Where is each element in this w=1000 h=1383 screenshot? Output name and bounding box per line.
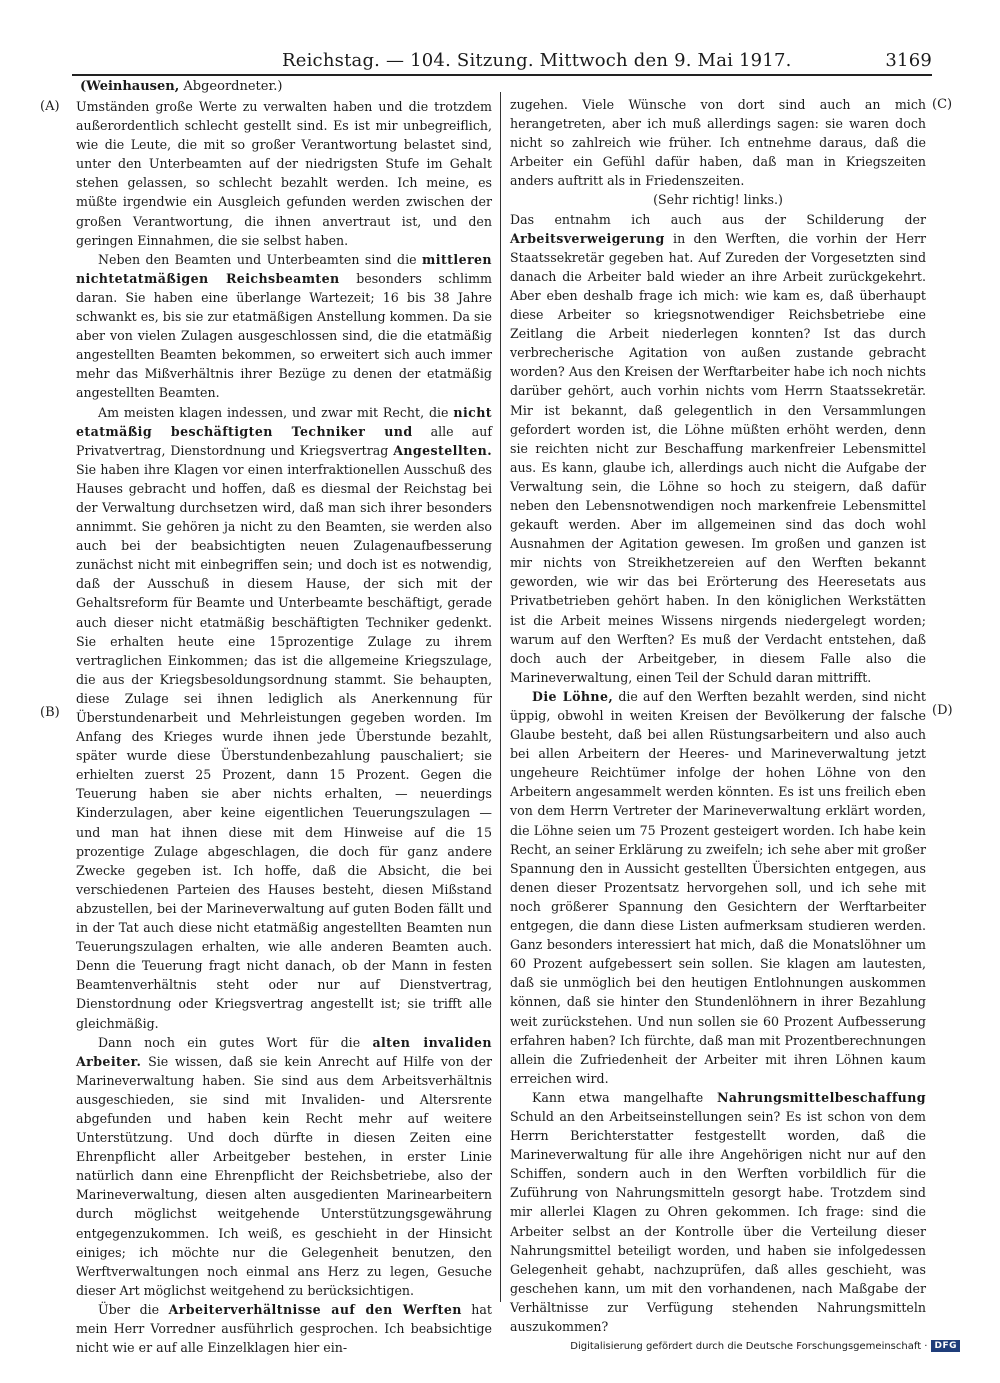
paragraph: Dann noch ein gutes Wort für die alten invaliden Arbeiter. Sie wissen, daß sie kein Anrecht auf Hilfe von der Marineverwaltung haben. Sie sind aus dem Arbeitsverhältnis ausgeschieden, sie sind mit Invaliden- und Altersrente abgefunden und haben kein Recht mehr auf weitere Unterstützung. Und doch dürfte in diesen Zeiten eine Ehrenpflicht aller Arbeitgeber bestehen, in erster Linie natürlich dann eine Ehrenpflicht der Reichsbetriebe, also der Marineverwaltung, diesen alten ausgedienten Marinearbeitern durch möglichst weitgehende Unterstützungsgewährung entgegenzukommen. Ich weiß, es geschieht in der Hinsicht einiges; ich möchte nur die Gelegenheit benutzen, den Werftverwaltungen noch einmal ans Herz zu legen, Gesuche dieser Art möglichst weitgehend zu berücksichtigen. xyxy=(76,1034,492,1298)
highlight-term: Arbeitsverweigerung xyxy=(510,230,665,246)
margin-mark-d: (D) xyxy=(932,703,953,718)
interjection: (Sehr richtig! links.) xyxy=(653,192,783,208)
highlight-term: Angestellten. xyxy=(393,442,492,458)
highlight-term: nicht etatmäßig beschäftigten Techniker und xyxy=(76,404,492,439)
paragraph: Neben den Beamten und Unterbeamten sind die mittleren nichtetatmäßigen Reichsbeamten besonders schlimm daran. Sie haben eine überlange Wartezeit; 16 bis 38 Jahre schwankt es, bis sie zur etatmäßigen Anstellung kommen. Da sie aber von vielen Zulagen ausgeschlossen sind, die die etatmäßig angestellten Beamten bekommen, so erweitert sich auch immer mehr das Mißverhältnis ihrer Bezüge zu denen der etatmäßig angestellten Beamten. xyxy=(76,251,492,401)
paragraph: Über die Arbeiterverhältnisse auf den Werften hat mein Herr Vorredner ausführlich gesprochen. Ich beabsichtige nicht wie er auf alle Einzelklagen hier ein- xyxy=(76,1301,492,1356)
highlight-term: Die Löhne, xyxy=(532,688,614,704)
speaker-role: Abgeordneter.) xyxy=(183,79,283,94)
paragraph: Kann etwa mangelhafte Nahrungsmittelbeschaffung Schuld an den Arbeitseinstellungen sein? Es ist schon von dem Herrn Berichterstatter festgestellt worden, daß die Marineverwaltung für alle ihre Angehörigen nicht nur auf den Schiffen, sondern auch in den Werften vorbildlich für die Zuführung von Nahrungsmitteln gesorgt habe. Trotzdem sind mir allerlei Klagen zu Ohren gekommen. Ich frage: sind die Arbeiter selbst an der Kontrolle über die Verteilung dieser Nahrungsmittel beteiligt worden, und haben sie infolgedessen Gelegenheit gehabt, nachzuprüfen, daß alles geschieht, was geschehen kann, um mit den vorhandenen, nach Maßgabe der Verhältnisse zur Verfügung stehenden Nahrungsmitteln auszukommen? xyxy=(510,1089,926,1334)
paragraph: Umständen große Werte zu verwalten haben und die trotzdem außerordentlich schlecht gestellt sind. Es ist mir unbegreiflich, wie die Leute, die mit so großer Verantwortung belastet sind, unter den Unterbeamten auf der niedrigsten Stufe im Gehalt stehen gelassen, so schlecht bezahlt werden. Ich meine, es müßte irgendwie ein Ausgleich gefunden werden zwischen der großen Verantwortung, die ihnen anvertraut ist, und den geringen Einnahmen, die sie selbst haben. xyxy=(76,99,492,248)
page-number: 3169 xyxy=(885,50,932,71)
left-column xyxy=(76,97,492,1356)
highlight-term: mittleren nichtetatmäßigen Reichsbeamten xyxy=(76,251,492,286)
paragraph: zugehen. Viele Wünsche von dort sind auch an mich herangetreten, aber ich muß allerdings sagen: sie waren doch nicht so zahlreich wie früher. Ich entnehme daraus, daß die Arbeiter ein Gefühl dafür haben, daß man in Kriegszeiten anders auftritt als in Friedenszeiten. xyxy=(510,97,926,189)
paragraph: Am meisten klagen indessen, und zwar mit Recht, die nicht etatmäßig beschäftigten Techniker und alle auf Privatvertrag, Dienstordnung und Kriegsvertrag Angestellten. Sie haben ihre Klagen vor einen interfraktionellen Ausschuß des Hauses gebracht und hoffen, daß es diesmal der Reichstag bei der Verwaltung durchsetzen wird, daß man sich ihrer besonders annimmt. Sie gehören ja nicht zu den Beamten, sie werden also auch bei der beabsichtigten neuen Zulagenaufbesserung zunächst nicht mit einbegriffen sein; und doch ist es notwendig, daß der Ausschuß in diesem Hause, der sich mit der Gehaltsreform für Beamte und Unterbeamte beschäftigt, gerade auch dieser nicht etatmäßig beschäftigten Techniker gedenkt. Sie erhalten heute eine 15prozentige Zulage zu ihrem vertraglichen Einkommen; das ist die allgemeine Kriegszulage, die aus der Kriegsbesoldungsordnung stammt. Sie behaupten, diese Zulage sei ihnen lediglich als Anerkennung für Überstundenarbeit und Mehrleistungen gegeben worden. Im Anfang des Krieges wurde ihnen jede Überstunde bezahlt, später wurde diese Überstundenbezahlung pauschaliert; sie erhielten zuerst 25 Prozent, dann 15 Prozent. Gegen die Teuerung haben sie aber nichts erhalten, — neuerdings Kinderzulagen, aber keine eigentlichen Teuerungszulagen — und man hat ihnen diese mit dem Hinweise auf die 15 prozentige Zulage abgeschlagen, die doch für ganz andere Zwecke gegeben ist. Ich hoffe, daß die Absicht, die bei verschiedenen Parteien des Hauses besteht, diesen Mißstand abzustellen, bei der Marineverwaltung auf guten Boden fällt und in der Tat auch diese nicht etatmäßig angestellten Beamten nun Teuerungszulagen erhalten, wie alle anderen Beamten auch. Denn die Teuerung fragt nicht danach, ob der Mann in festen Beamtenverhältnis steht oder nur auf Dienstvertrag, Dienstordnung oder Kriegsvertrag angestellt ist; sie trifft alle gleichmäßig. xyxy=(76,404,492,1031)
margin-mark-c: (C) xyxy=(932,97,953,112)
highlight-term: Arbeiterverhältnisse auf den Werften xyxy=(168,1301,462,1317)
dfg-logo-icon: DFG xyxy=(931,1340,960,1352)
highlight-term: alten invaliden Arbeiter. xyxy=(76,1034,492,1069)
paragraph: Die Löhne, die auf den Werften bezahlt werden, sind nicht üppig, obwohl in weiten Kreisen der Bevölkerung der falsche Glaube besteht, daß bei allen Rüstungsarbeitern und also auch bei allen Arbeitern der Heeres- und Marineverwaltung jetzt ungeheure Reichtümer infolge der hohen Löhne von den Arbeitern angesammelt werden könnten. Es ist uns freilich eben von dem Herrn Vertreter der Marineverwaltung erklärt worden, die Löhne seien um 75 Prozent gesteigert worden. Ich habe kein Recht, an seiner Erklärung zu zweifeln; ich sehe aber mit großer Spannung den in Aussicht gestellten Übersichten entgegen, aus denen dieser Prozentsatz hervorgehen soll, und ich sehe mit noch größerer Spannung den Gesichtern der Werftarbeiter entgegen, die dann diese Listen aufmerksam studieren werden. Ganz besonders interessiert hat mich, daß die Monatslöhner um 60 Prozent aufgebessert sein sollen. Sie klagen am lautesten, daß sie unmöglich bei den heutigen Entlohnungen auskommen können, daß sie hinter den Stundenlöhnern in ihrer Bezahlung weit zurückstehen. Und nun sollen sie 60 Prozent Aufbesserung erfahren haben? Ich fürchte, daß man mit Prozentberechnungen allein die Zufriedenheit der Arbeiter mit ihren Löhnen kaum erreichen wird. xyxy=(510,688,926,1086)
header-rule xyxy=(72,74,932,76)
margin-mark-b: (B) xyxy=(40,705,60,720)
column-divider xyxy=(500,92,501,1302)
running-title: Reichstag. — 104. Sitzung. Mittwoch den 9. Mai 1917. xyxy=(282,50,792,71)
speaker-line xyxy=(80,79,282,94)
highlight-term: Nahrungsmittelbeschaffung xyxy=(716,1089,926,1105)
right-column xyxy=(510,95,926,1334)
speaker-name: (Weinhausen, xyxy=(80,79,180,94)
footer-credit-text: Digitalisierung gefördert durch die Deutsche Forschungsgemeinschaft · xyxy=(570,1340,928,1352)
page-header xyxy=(72,50,932,76)
margin-mark-a: (A) xyxy=(40,99,60,114)
footer-credit xyxy=(570,1340,960,1352)
paragraph: Das entnahm ich auch aus der Schilderung der Arbeitsverweigerung in den Werften, die vorhin der Herr Staatssekretär gegeben hat. Auf Zureden der Vorgesetzten sind danach die Arbeiter bald wieder an ihre Arbeit zurückgekehrt. Aber eben deshalb frage ich mich: wie kam es, daß überhaupt diese Arbeiter so kriegsnotwendiger Reichsbetriebe eine Zeitlang die Arbeit niederlegen konnten? Ist das durch verbrecherische Agitation von außen zustande gebracht worden? Aus den Kreisen der Werftarbeiter habe ich noch nichts darüber gehört, auch vorhin nichts vom Herrn Staatssekretär. Mir ist bekannt, daß gelegentlich in den Versammlungen gefordert worden ist, die Löhne müßten erhöht werden, denn sie reichten nicht zur Beschaffung markenfreier Lebensmittel aus. Es kann, glaube ich, allerdings auch nicht die Aufgabe der Verwaltung sein, die Löhne so hoch zu steigern, daß dafür neben den Lebensnotwendigen noch markenfreie Lebensmittel gekauft werden. Aber im allgemeinen sind das doch wohl Ausnahmen der Agitation gewesen. Im großen und ganzen ist mir nichts von Streikhetzereien auf den Werften bekannt geworden, wie wir das bei Erörterung des Heeresetats aus Privatbetrieben gehört haben. In den königlichen Werkstätten ist die Arbeit meines Wissens nirgends niedergelegt worden; warum auf den Werften? Es muß der Verdacht entstehen, daß doch auch der Arbeitgeber, in diesem Falle also die Marineverwaltung, einen Teil der Schuld daran mittrifft. xyxy=(510,211,926,685)
